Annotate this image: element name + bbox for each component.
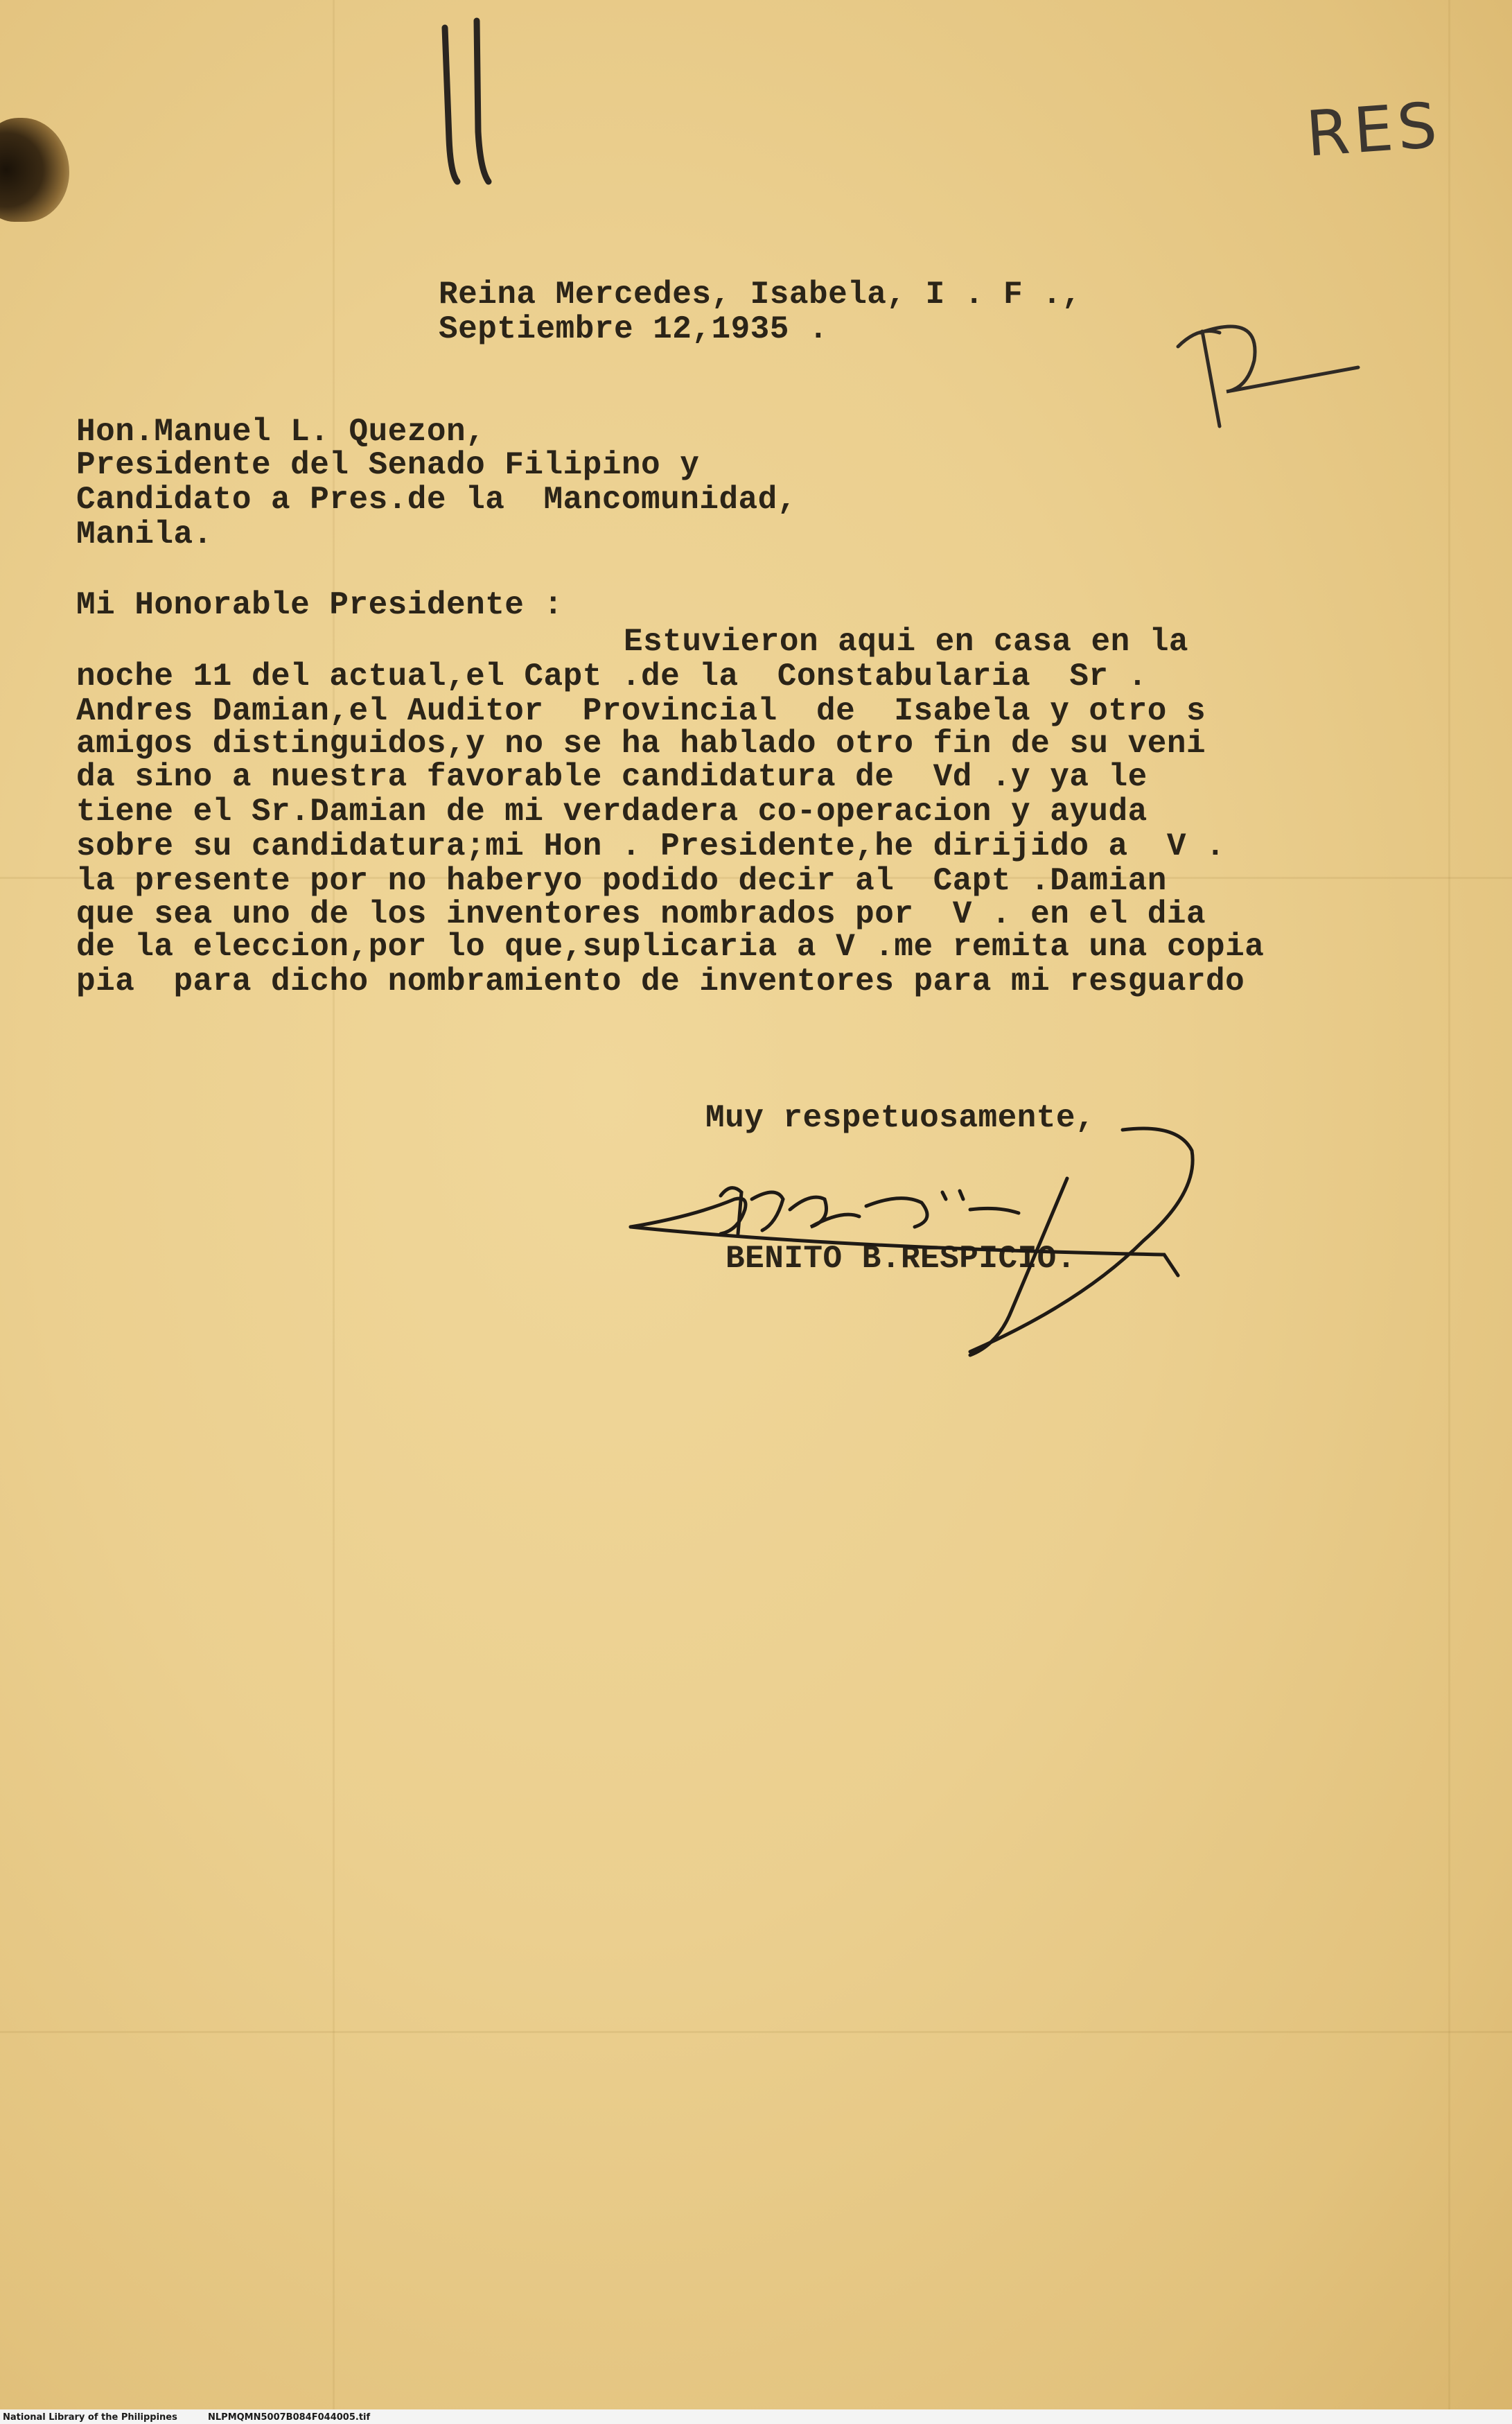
body-line: que sea uno de los inventores nombrados por V . en el dia — [76, 896, 1206, 932]
place-line: Reina Mercedes, Isabela, I . F ., — [439, 277, 1082, 313]
body-line: tiene el Sr.Damian de mi verdadera co-operacion y ayuda — [76, 794, 1148, 830]
recipient-line: Candidato a Pres.de la Mancomunidad, — [76, 482, 797, 518]
top-pencil-strokes — [445, 21, 489, 182]
file-id: NLPMQMN5007B084F044005.tif — [208, 2412, 371, 2423]
body-line: amigos distinguidos,y no se ha hablado otro fin de su veni — [76, 726, 1206, 762]
body-line: de la eleccion,por lo que,suplicaria a V .me remita una copia — [76, 929, 1265, 965]
margin-note: RES — [1303, 89, 1443, 171]
body-line: pia para dicho nombramiento de inventores para mi resguardo — [76, 964, 1245, 1000]
closing: Muy respetuosamente, — [705, 1100, 1096, 1136]
archive-label: National Library of the Philippines — [3, 2412, 177, 2423]
salutation: Mi Honorable Presidente : — [76, 587, 563, 623]
body-line: sobre su candidatura;mi Hon . Presidente,he dirijido a V . — [76, 828, 1226, 864]
body-line: noche 11 del actual,el Capt .de la Constabularia Sr . — [76, 659, 1148, 695]
recipient-line: Manila. — [76, 516, 213, 552]
signature-name: BENITO B.RESPICIO. — [726, 1241, 1076, 1277]
date-line: Septiembre 12,1935 . — [439, 311, 829, 347]
body-line: Andres Damian,el Auditor Provincial de Isabela y otro s — [76, 693, 1206, 729]
r-mark — [1178, 326, 1358, 426]
body-line: da sino a nuestra favorable candidatura de Vd .y ya le — [76, 759, 1148, 795]
body-line: Estuvieron aqui en casa en la — [624, 624, 1189, 660]
recipient-line: Hon.Manuel L. Quezon, — [76, 414, 486, 450]
signature-scrawl — [631, 1128, 1193, 1355]
recipient-line: Presidente del Senado Filipino y — [76, 447, 700, 483]
body-line: la presente por no haberyo podido decir al Capt .Damian — [76, 863, 1167, 899]
